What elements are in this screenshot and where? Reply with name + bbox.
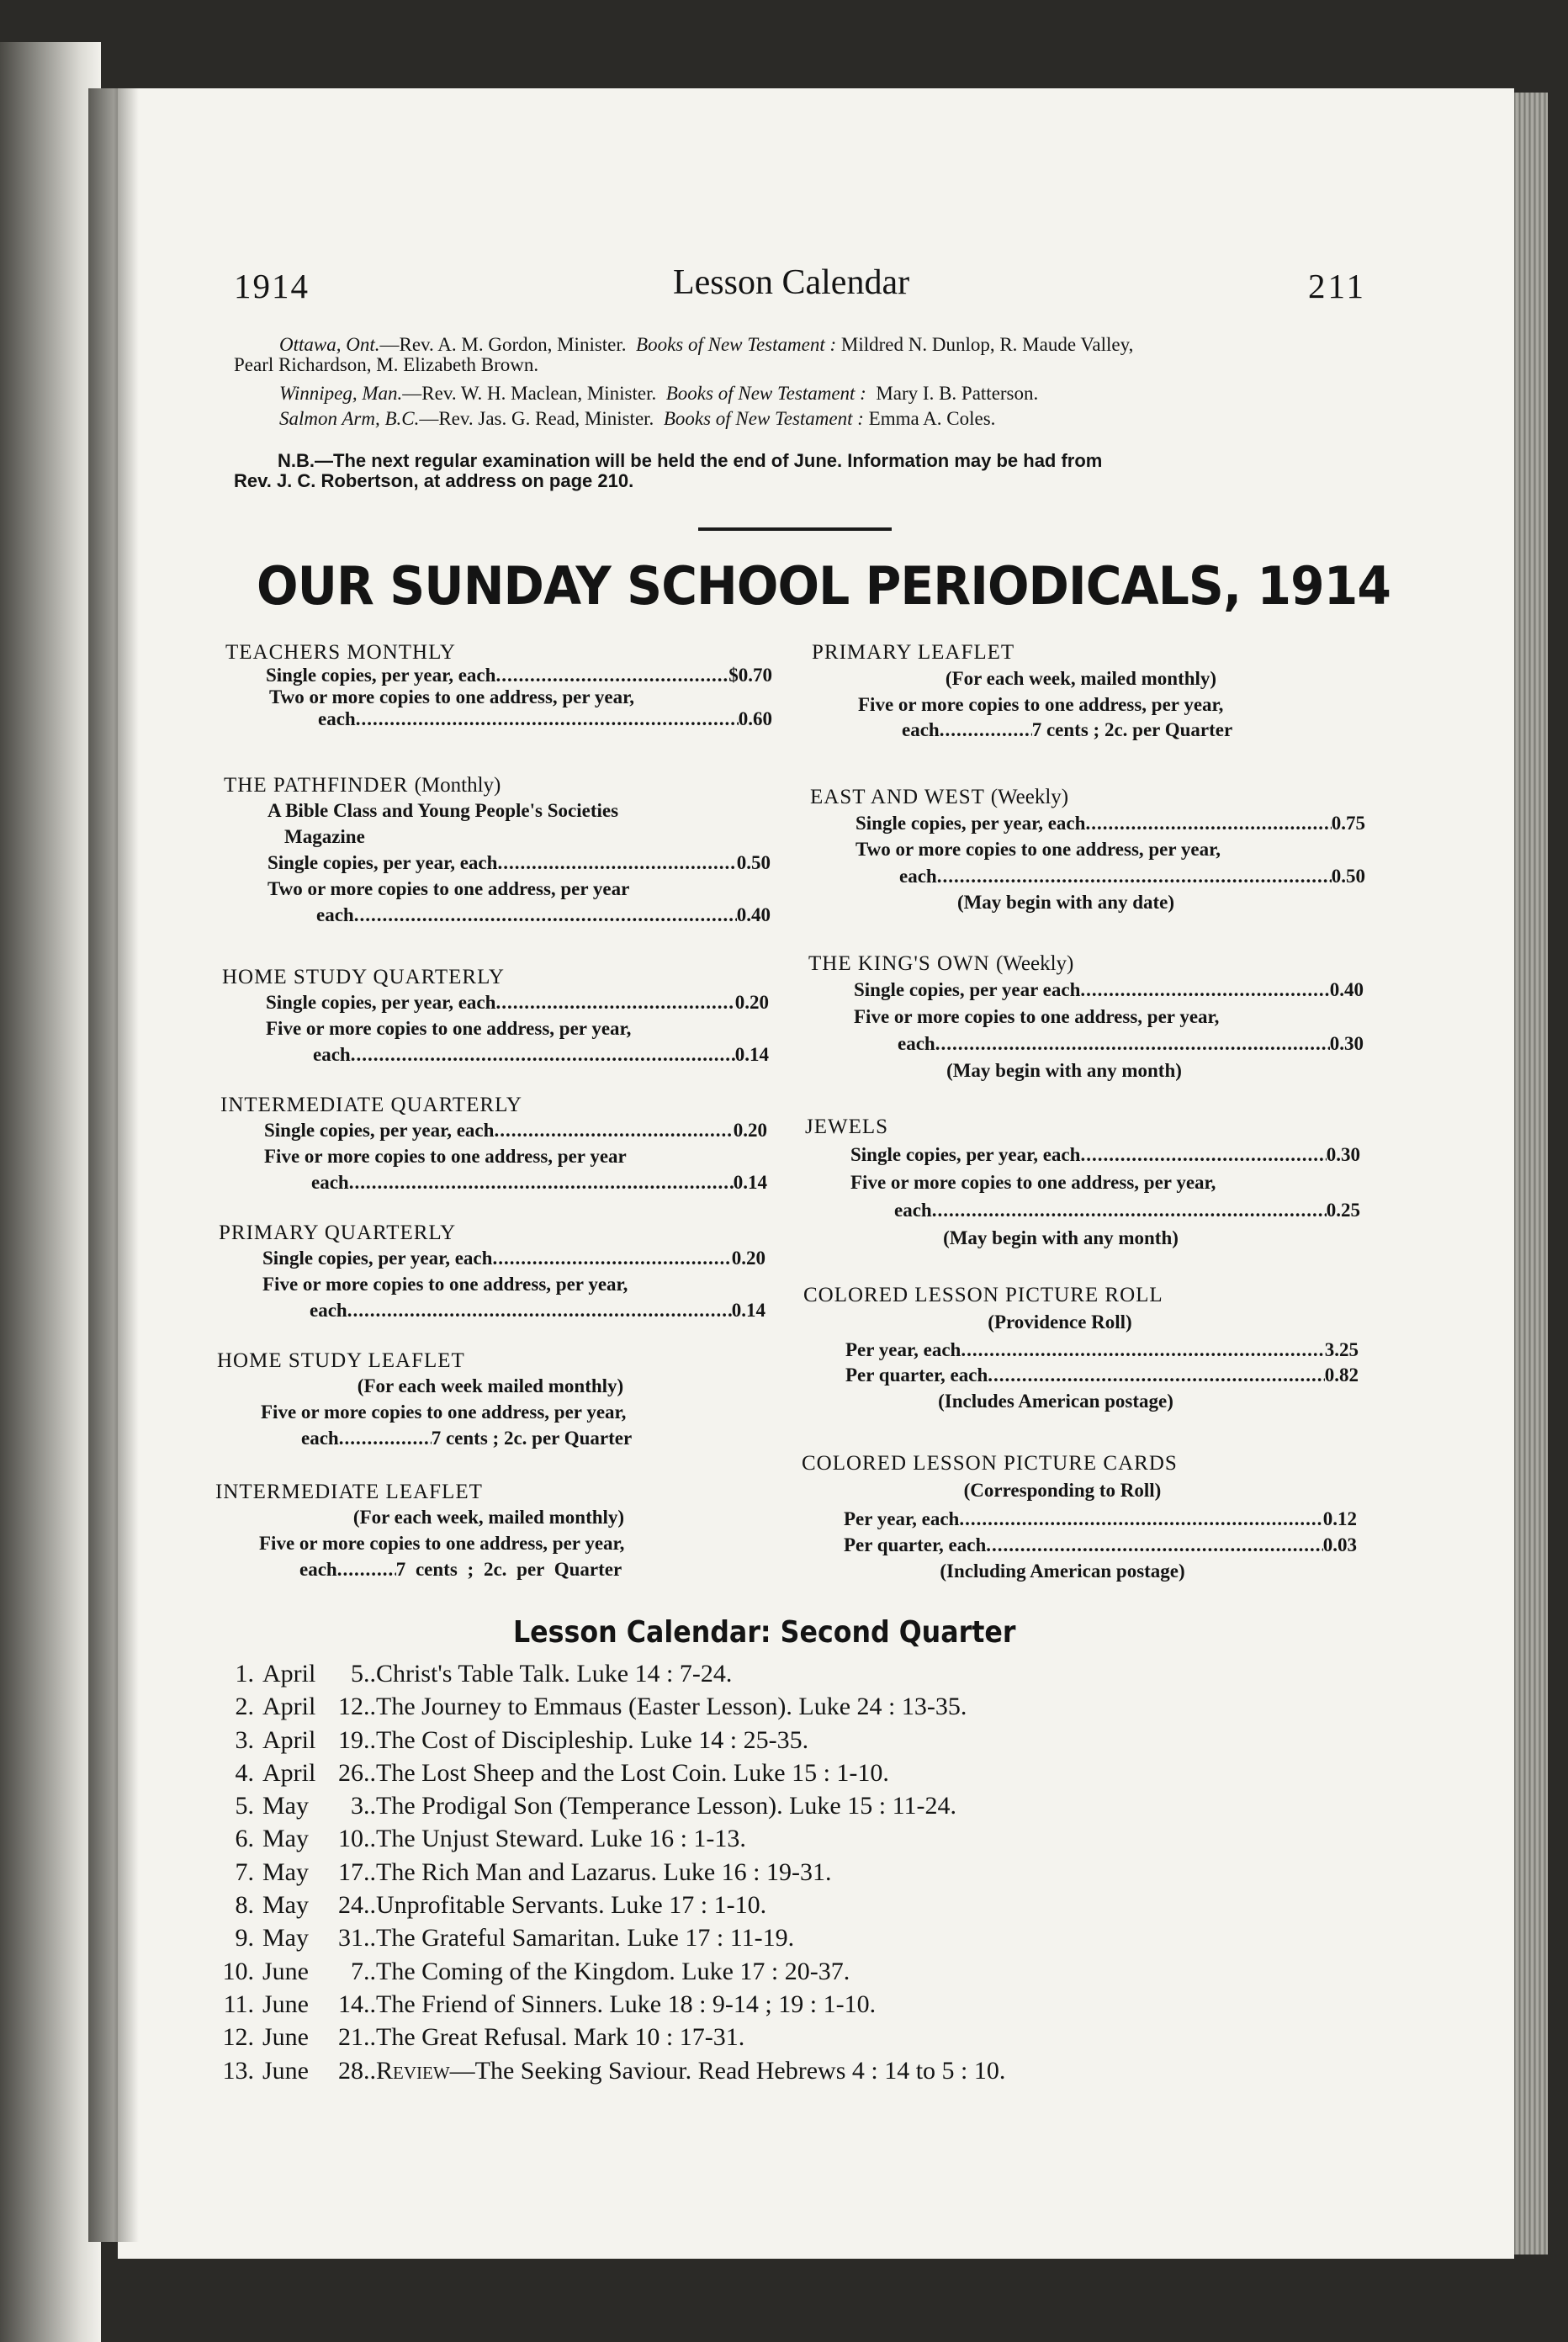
calendar-item: 5. May 3 .. The Prodigal Son (Temperance Lesson). Luke 15 : 11-24.: [235, 1792, 956, 1820]
price-line: each ..... 0.25: [894, 1195, 1360, 1227]
price-line: Five or more copies to one address, per year,: [266, 1018, 632, 1039]
price-line: each ..... 0.30: [898, 1030, 1364, 1058]
calendar-item: 12. June 21 .. The Great Refusal. Mark 10 : 17-31.: [222, 2023, 745, 2052]
spine-shadow: [88, 88, 139, 2242]
pub-name: EAST AND WEST (Weekly): [810, 786, 1069, 808]
pub-name: THE PATHFINDER (Monthly): [224, 774, 501, 797]
pub-the-pathfinder: [224, 774, 771, 928]
pub-jewels: [805, 1115, 1360, 1250]
intro-line-winnipeg: Winnipeg, Man.—Rev. W. H. Maclean, Minister. Books of New Testament : Mary I. B. Patterson.: [279, 383, 1039, 404]
price-line: Single copies, per year, each ..... 0.30: [850, 1139, 1360, 1171]
price-line: each ..... 0.40: [316, 902, 771, 928]
pub-intermediate-quarterly: [220, 1094, 767, 1195]
pub-name: INTERMEDIATE QUARTERLY: [220, 1094, 522, 1116]
pub-subtitle: (Providence Roll): [988, 1311, 1132, 1333]
pub-note: (May begin with any month): [946, 1060, 1182, 1081]
calendar-item: 3. April 19 .. The Cost of Discipleship. Luke 14 : 25-35.: [235, 1725, 809, 1754]
calendar-heading: Lesson Calendar: Second Quarter: [513, 1615, 1016, 1650]
calendar-list: [212, 1657, 1005, 2087]
price-line: Single copies, per year, each ..... 0.50: [268, 850, 771, 876]
header-year: 1914: [234, 267, 310, 305]
pub-intermediate-leaflet: [215, 1481, 762, 1582]
header-page-number: 211: [1308, 267, 1366, 305]
note-line-2: Rev. J. C. Robertson, at address on page 210.: [234, 470, 634, 491]
pub-name: COLORED LESSON PICTURE CARDS: [802, 1452, 1178, 1475]
pub-home-study-quarterly: [222, 966, 769, 1068]
price-line: Per quarter, each ..... 0.03: [844, 1533, 1357, 1558]
calendar-item: 8. May 24 .. Unprofitable Servants. Luke 17 : 1-10.: [235, 1891, 767, 1920]
calendar-item: 1. April 5 .. Christ's Table Talk. Luke 14 : 7-24.: [235, 1660, 733, 1688]
intro-line-salmon-arm: Salmon Arm, B.C.—Rev. Jas. G. Read, Minister. Books of New Testament : Emma A. Coles.: [279, 408, 996, 429]
pub-note: (Including American postage): [940, 1560, 1185, 1582]
price-line: each ..... 0.14: [313, 1041, 769, 1068]
calendar-item: 6. May 10 .. The Unjust Steward. Luke 16 : 1-13.: [235, 1825, 746, 1853]
price-line: Per quarter, each ..... 0.82: [845, 1363, 1359, 1388]
pub-name: TEACHERS MONTHLY: [225, 641, 456, 664]
price-line: Two or more copies to one address, per year: [268, 878, 630, 899]
pub-colored-lesson-picture-roll: [803, 1284, 1359, 1415]
price-line: Five or more copies to one address, per year,: [262, 1274, 628, 1295]
intro-line-ottawa-cont: Pearl Richardson, M. Elizabeth Brown.: [234, 354, 539, 375]
pub-name: PRIMARY QUARTERLY: [219, 1221, 457, 1244]
pub-primary-quarterly: [219, 1221, 765, 1323]
price-line: Five or more copies to one address, per year,: [261, 1401, 627, 1423]
book-right-page-edges: [1514, 93, 1548, 2255]
pub-frequency: (For each week mailed monthly): [357, 1375, 624, 1396]
pub-home-study-leaflet: [217, 1349, 764, 1451]
pub-primary-leaflet: [812, 641, 1367, 743]
pub-name: JEWELS: [805, 1115, 889, 1138]
pub-name: PRIMARY LEAFLET: [812, 641, 1015, 664]
price-line: Five or more copies to one address, per year,: [850, 1172, 1216, 1193]
price-line: each ..... 0.14: [310, 1297, 765, 1323]
pub-name: INTERMEDIATE LEAFLET: [215, 1481, 483, 1503]
price-line: Single copies, per year, each ..... 0.20: [262, 1245, 765, 1271]
price-line: Five or more copies to one address, per year: [264, 1146, 627, 1167]
price-line: each ..... 0.60: [318, 708, 772, 730]
price-line: Five or more copies to one address, per year,: [858, 694, 1224, 715]
pub-name: HOME STUDY QUARTERLY: [222, 966, 505, 988]
pub-colored-lesson-picture-cards: [802, 1452, 1357, 1585]
price-line: Two or more copies to one address, per year,: [269, 686, 634, 707]
price-line: Two or more copies to one address, per year,: [856, 839, 1221, 860]
price-line: Per year, each ..... 3.25: [845, 1338, 1359, 1363]
price-line: Per year, each ..... 0.12: [844, 1506, 1357, 1533]
price-line: Single copies, per year each ..... 0.40: [854, 976, 1364, 1004]
pub-description: A Bible Class and Young People's Societies: [268, 800, 619, 821]
pub-frequency: (For each week, mailed monthly): [352, 1507, 625, 1528]
price-line: Single copies, per year, each ..... 0.20: [264, 1117, 767, 1143]
price-line: each ..... 7 cents ; 2c. per Quarter: [301, 1425, 764, 1451]
calendar-item: 7. May 17 .. The Rich Man and Lazarus. Luke 16 : 19-31.: [235, 1857, 832, 1886]
pub-teachers-monthly: [225, 641, 772, 730]
price-line: Single copies, per year, each ..... $0.70: [266, 665, 772, 686]
header-title: Lesson Calendar: [673, 263, 910, 302]
price-line: Five or more copies to one address, per year,: [259, 1533, 625, 1554]
calendar-item: 13. June 28 .. Review —The Seeking Saviour. Read Hebrews 4 : 14 to 5 : 10.: [222, 2056, 1006, 2085]
pub-name: THE KING'S OWN (Weekly): [808, 952, 1074, 975]
calendar-item: 9. May 31 .. The Grateful Samaritan. Luke 17 : 11-19.: [235, 1924, 795, 1953]
price-line: Five or more copies to one address, per year,: [854, 1006, 1220, 1027]
main-title: OUR SUNDAY SCHOOL PERIODICALS, 1914: [257, 555, 1391, 617]
price-line: each ..... 7 cents ; 2c. per Quarter: [902, 718, 1367, 743]
pub-note: (Includes American postage): [938, 1391, 1173, 1412]
price-line: each ..... 0.50: [899, 862, 1365, 890]
note-line-1: N.B.—The next regular examination will be held the end of June. Information may be had from: [278, 450, 1103, 471]
calendar-item: 2. April 12 .. The Journey to Emmaus (Easter Lesson). Luke 24 : 13-35.: [235, 1693, 967, 1721]
pub-note: (May begin with any month): [943, 1227, 1179, 1248]
price-line: each ..... 7 cents ; 2c. per Quarter: [299, 1556, 762, 1582]
pub-the-kings-own: [808, 952, 1364, 1084]
intro-line-ottawa: Ottawa, Ont.—Rev. A. M. Gordon, Minister. Books of New Testament : Mildred N. Dunlop, R. Maude Valley,: [279, 334, 1134, 355]
book-left-page-edge: [0, 42, 101, 2342]
pub-description: Magazine: [284, 826, 365, 847]
pub-name: COLORED LESSON PICTURE ROLL: [803, 1284, 1163, 1306]
price-line: Single copies, per year, each ..... 0.75: [856, 809, 1365, 837]
divider-rule: [698, 527, 892, 531]
pub-frequency: (For each week, mailed monthly): [945, 668, 1217, 689]
pub-east-and-west: [810, 786, 1365, 915]
pub-subtitle: (Corresponding to Roll): [963, 1480, 1162, 1501]
price-line: each ..... 0.14: [311, 1169, 767, 1195]
calendar-item: 10. June 7 .. The Coming of the Kingdom. Luke 17 : 20-37.: [222, 1957, 850, 1985]
pub-note: (May begin with any date): [956, 892, 1175, 913]
calendar-item: 4. April 26 .. The Lost Sheep and the Lost Coin. Luke 15 : 1-10.: [235, 1758, 889, 1787]
calendar-item: 11. June 14 .. The Friend of Sinners. Luke 18 : 9-14 ; 19 : 1-10.: [223, 1990, 877, 2018]
pub-name: HOME STUDY LEAFLET: [217, 1349, 465, 1372]
price-line: Single copies, per year, each ..... 0.20: [266, 989, 769, 1015]
